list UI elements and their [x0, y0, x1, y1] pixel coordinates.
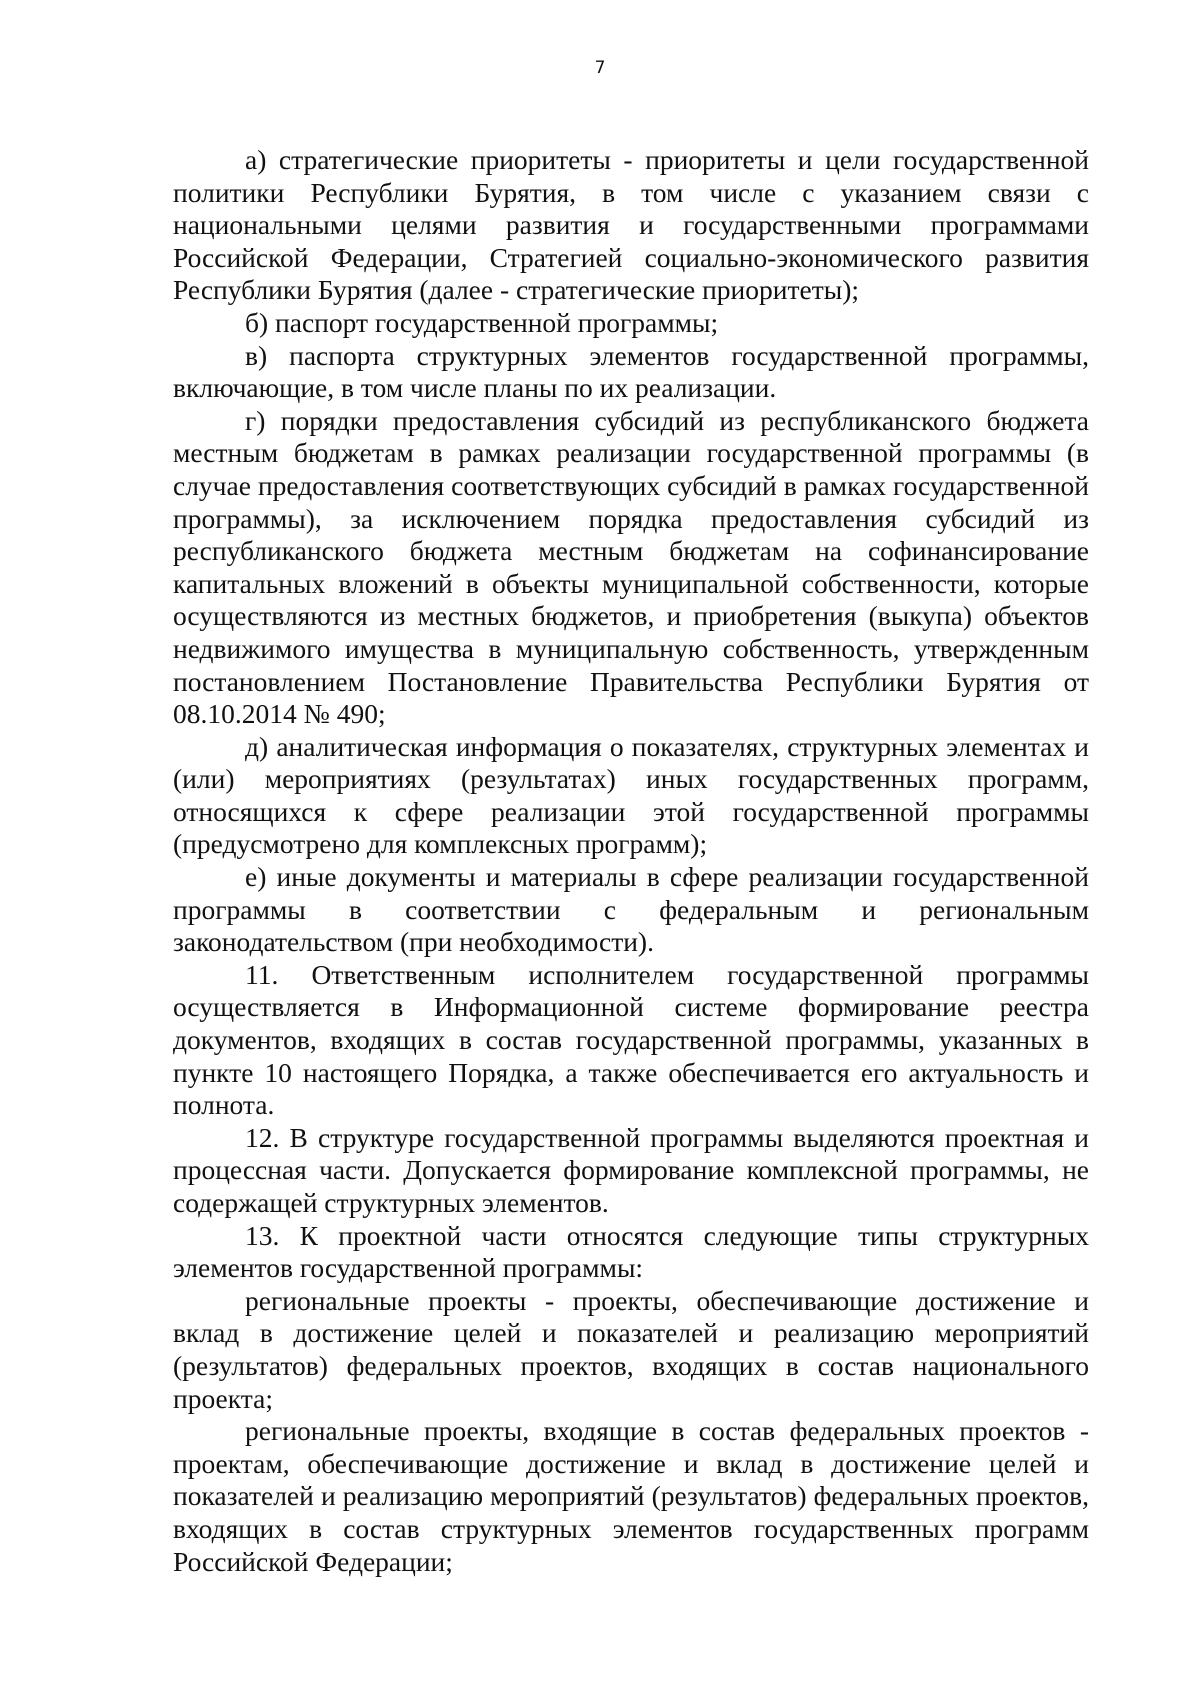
paragraph-subsidy-procedures: г) порядки предоставления субсидий из республиканского бюджета местным бюджетам в рамках реализации государственной программы (в случае предоставления соответствующих субсидий в рамках государственной программы), за исключением порядка предоставления субсидий из республиканского бюджета местным бюджетам на софинансирование капитальных вложений в объекты муниципальной собственности, которые осуществляются из местных бюджетов, и приобретения (выкупа) объектов недвижимого имущества в муниципальную собственность, утвержденным постановлением Постановление Правительства Республики Бурятия от 08.10.2014 № 490; — [173, 404, 1089, 730]
paragraph-analytical-info: д) аналитическая информация о показателях, структурных элементах и (или) мероприятиях (результатах) иных государственных программ, относящихся к сфере реализации этой государственной программы (предусмотрено для комплексных программ); — [173, 730, 1089, 860]
paragraph-regional-projects-federal: региональные проекты, входящие в состав федеральных проектов - проектам, обеспечивающие достижение и вклад в достижение целей и показателей и реализацию мероприятий (результатов) федеральных проектов, входящих в состав структурных элементов государственных программ Российской Федерации; — [173, 1415, 1089, 1577]
paragraph-item-13: 13. К проектной части относятся следующие типы структурных элементов государственной программы: — [173, 1219, 1089, 1284]
paragraph-strategic-priorities: а) стратегические приоритеты - приоритеты и цели государственной политики Республики Бурятия, в том числе с указанием связи с национальными целями развития и государственными программами Российской Федерации, Стратегией социально-экономического развития Республики Бурятия (далее - стратегические приоритеты); — [173, 144, 1089, 306]
paragraph-program-passport: б) паспорт государственной программы; — [245, 306, 719, 338]
paragraph-item-12: 12. В структуре государственной программы выделяются проектная и процессная части. Допускается формирование комплексной программы, не содержащей структурных элементов. — [173, 1121, 1089, 1218]
paragraph-item-11: 11. Ответственным исполнителем государственной программы осуществляется в Информационной системе формирование реестра документов, входящих в состав государственной программы, указанных в пункте 10 настоящего Порядка, а также обеспечивается его актуальность и полнота. — [173, 958, 1089, 1121]
page-number: 7 — [594, 58, 606, 78]
document-body — [173, 144, 1089, 1578]
paragraph-other-documents: е) иные документы и материалы в сфере реализации государственной программы в соответствии с федеральным и региональным законодательством (при необходимости). — [173, 861, 1089, 958]
paragraph-regional-projects: региональные проекты - проекты, обеспечивающие достижение и вклад в достижение целей и показателей и реализацию мероприятий (результатов) федеральных проектов, входящих в состав национального проекта; — [173, 1284, 1089, 1414]
paragraph-element-passports: в) паспорта структурных элементов государственной программы, включающие, в том числе планы по их реализации. — [173, 339, 1089, 404]
